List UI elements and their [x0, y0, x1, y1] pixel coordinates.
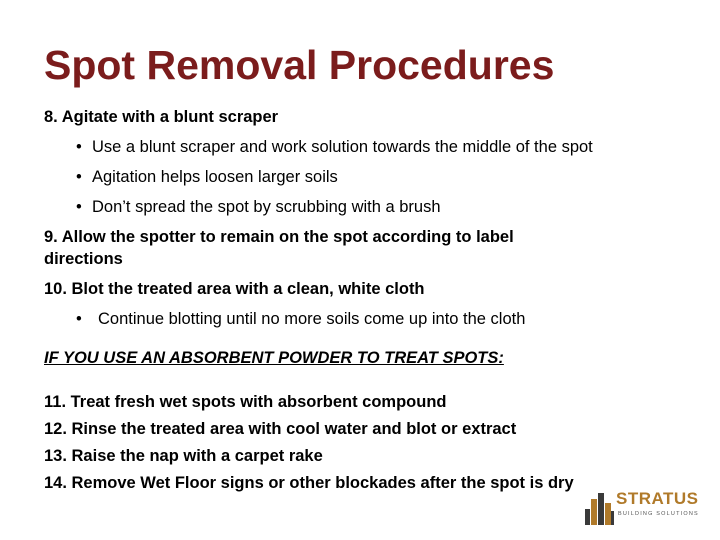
- bullet-glyph: •: [76, 310, 82, 328]
- page-title: Spot Removal Procedures: [44, 42, 555, 88]
- building-skyline-icon: [583, 489, 615, 525]
- step-12: 12. Rinse the treated area with cool water and blot or extract: [44, 420, 517, 438]
- procedure-list: [44, 106, 694, 497]
- powder-steps: [44, 389, 694, 497]
- step-8-bullet-2: • Agitation helps loosen larger soils: [76, 168, 338, 186]
- step-10-bullet-1: • Continue blotting until no more soils come up into the cloth: [76, 310, 526, 328]
- logo-wordmark: STRATUS: [616, 489, 699, 508]
- stratus-logo: [583, 487, 699, 527]
- step-8: 8. Agitate with a blunt scraper: [44, 108, 279, 126]
- absorbent-powder-heading: IF YOU USE AN ABSORBENT POWDER TO TREAT SPOTS:: [44, 349, 504, 367]
- step-8-bullet-1: • Use a blunt scraper and work solution towards the middle of the spot: [76, 138, 593, 156]
- bullet-glyph: •: [76, 138, 82, 156]
- step-13: 13. Raise the nap with a carpet rake: [44, 447, 323, 465]
- bullet-glyph: •: [76, 198, 82, 216]
- step-10: 10. Blot the treated area with a clean, white cloth: [44, 280, 425, 298]
- logo-tagline: BUILDING SOLUTIONS: [618, 511, 699, 517]
- step-14: 14. Remove Wet Floor signs or other blockades after the spot is dry: [44, 474, 574, 492]
- bullet-glyph: •: [76, 168, 82, 186]
- step-9: 9. Allow the spotter to remain on the spot according to label directions: [44, 228, 514, 268]
- step-8-bullet-3: • Don’t spread the spot by scrubbing with a brush: [76, 198, 441, 216]
- step-11: 11. Treat fresh wet spots with absorbent compound: [44, 393, 447, 411]
